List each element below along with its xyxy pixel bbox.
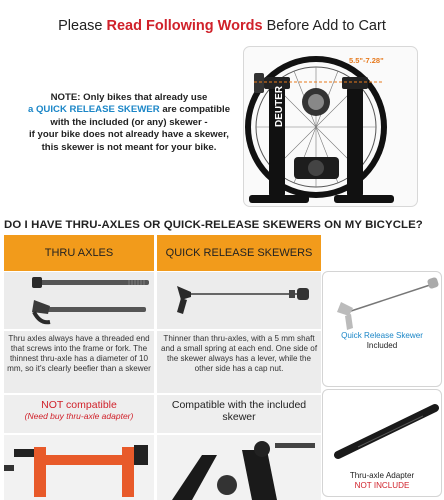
black-trainer-illustration bbox=[157, 435, 321, 500]
note-line-3: with the included (or any) skewer - bbox=[50, 116, 208, 128]
note-line-1: NOTE: Only bikes that already use bbox=[50, 92, 208, 103]
trainer-photo bbox=[243, 46, 418, 207]
quick-release-trainer-image bbox=[157, 435, 321, 500]
quick-release-verdict bbox=[157, 395, 321, 433]
thru-axle-verdict-main: NOT compatible bbox=[41, 399, 117, 411]
skewer-included-card bbox=[322, 271, 442, 387]
compatibility-note bbox=[10, 92, 248, 154]
thru-axle-verdict-note: (Need buy thru-axle adapter) bbox=[24, 411, 134, 421]
thru-axle-adapter-card bbox=[322, 389, 442, 497]
note-line-2-rest: are compatible bbox=[162, 104, 231, 116]
thru-axle-verdict bbox=[4, 395, 154, 433]
thru-axle-description: Thru axles always have a threaded end that screws into the frame or fork. The thinnest thru-axle has a diameter of 10 mm, so it's clearly beefier than a skewer bbox=[4, 331, 154, 393]
skewer-included-status: Included bbox=[366, 341, 398, 350]
quick-release-verdict-main: Compatible with the included skewer bbox=[171, 399, 307, 423]
skewer-included-title: Quick Release Skewer bbox=[341, 331, 423, 340]
section-question: DO I HAVE THRU-AXLES OR QUICK-RELEASE SKEWERS ON MY BICYCLE? bbox=[4, 219, 423, 231]
note-line-2 bbox=[10, 104, 248, 116]
headline-highlight: Read Following Words bbox=[106, 18, 263, 34]
adapter-card-illustration bbox=[323, 390, 442, 470]
quick-release-description: Thinner than thru-axles, with a 5 mm shaft and a small spring at each end. One side of the skewer always has a lever, while the other side has a cap nut. bbox=[157, 331, 321, 393]
thru-axle-adapter-caption bbox=[323, 471, 441, 491]
headline-suffix: Before Add to Cart bbox=[266, 18, 386, 34]
thru-axle-image bbox=[4, 272, 154, 329]
headline-prefix: Please bbox=[58, 18, 103, 34]
skewer-included-caption bbox=[323, 331, 441, 351]
header-thru-axles: THRU AXLES bbox=[4, 235, 154, 271]
note-line-5: this skewer is not meant for your bike. bbox=[41, 141, 217, 153]
dimension-label: 5.5"-7.28" bbox=[349, 56, 384, 65]
note-line-4: if your bike does not already have a skewer, bbox=[29, 129, 229, 141]
adapter-status: NOT INCLUDE bbox=[354, 481, 410, 490]
header-quick-release: QUICK RELEASE SKEWERS bbox=[157, 235, 321, 271]
adapter-title: Thru-axle Adapter bbox=[349, 471, 415, 480]
headline bbox=[0, 18, 444, 34]
skewer-card-illustration bbox=[323, 272, 442, 332]
skewer-illustration bbox=[157, 272, 321, 329]
thru-axle-illustration bbox=[4, 272, 154, 329]
trainer-illustration bbox=[244, 47, 418, 207]
brand-label: DEUTER bbox=[274, 85, 285, 127]
red-trainer-illustration bbox=[4, 435, 154, 500]
note-skewer-highlight: a QUICK RELEASE SKEWER bbox=[27, 104, 160, 116]
quick-release-image bbox=[157, 272, 321, 329]
thru-axle-trainer-image bbox=[4, 435, 154, 500]
